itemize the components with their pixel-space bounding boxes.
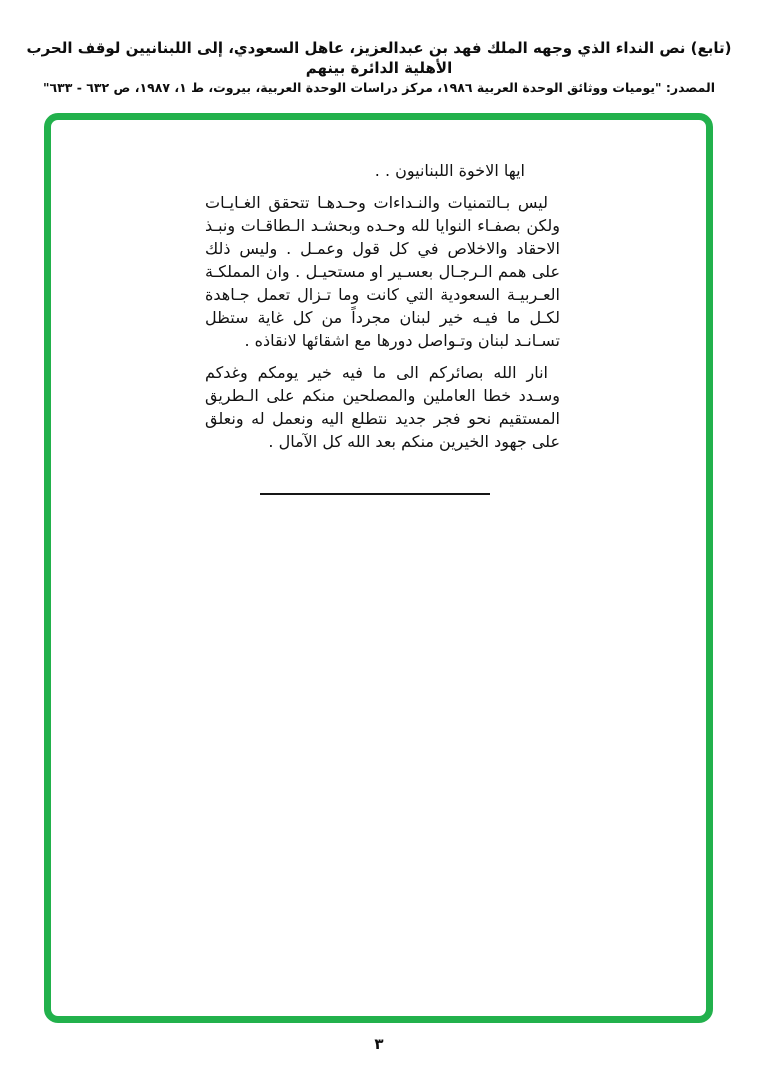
letter-paragraph: انار الله بصائركم الى ما فيه خير يومكم وغدكم وسـدد خطا العاملين والمصلحين منكم على الـطريق المستقيم نحو فجر جديد نتطلع اليه ونعمل له ونعلق على جهود الخيرين منكم بعد الله كل الآمال .: [205, 363, 560, 451]
source-citation: المصدر: "يوميات ووثائق الوحدة العربية ١٩٨٦، مركز دراسات الوحدة العربية، بيروت، ط ١، ١٩٨٧، ص ٦٣٢ - ٦٣٣": [42, 80, 715, 95]
salutation-line: ايها الاخوة اللبنانيون . .: [374, 161, 525, 180]
letter-paragraph: ليس بـالتمنيات والنـداءات وحـدهـا تتحقق الغـايـات ولكن بصفـاء النوايا لله وحـده وبحشـد الـطاقـات ونبـذ الاحقاد والاخلاص في كل قول وعمـل . وليس ذلك على همم الـرجـال بعسـير او مستحيـل . وان المملكـة العـربيـة السعودية التي كانت وما تـزال تعمل جـاهدة لكـل ما فيـه خير لبنان مجرداً من كل غاية ستظل تسـانـد لبنان وتـواصل دورها مع اشقائها لانقاذه .: [205, 193, 560, 350]
letter-body: [205, 159, 560, 495]
page-title: (تابع) نص النداء الذي وجهه الملك فهد بن عبدالعزيز، عاهل السعودي، إلى اللبنانيين لوقف الحرب الأهلية الدائرة بينهم: [26, 39, 732, 78]
page-number: ٣: [374, 1035, 384, 1053]
separator-line: [260, 493, 490, 495]
